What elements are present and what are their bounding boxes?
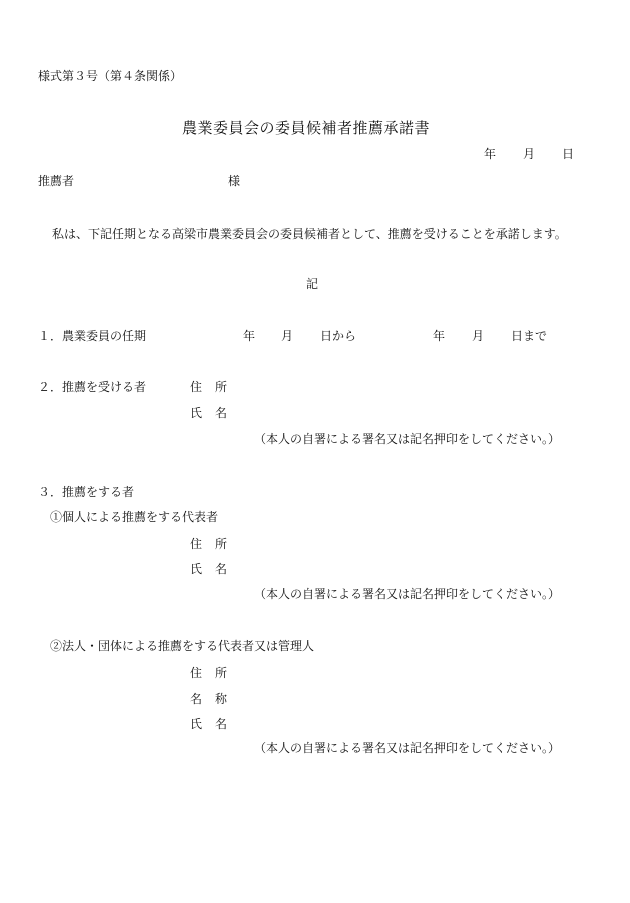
item2-address-label-b: 所 [215,380,228,394]
term-to-month: 月 [472,329,485,343]
item3-sub2-label: ②法人・団体による推薦をする代表者又は管理人 [50,639,315,653]
item3-sub2-name-label-b: 名 [215,717,228,731]
item3-sub2-org-name-label-a: 名 [190,692,203,706]
item3-sub1-name-label-b: 名 [215,562,228,576]
item2-label: ２．推薦を受ける者 [38,380,147,394]
item3-sub2-org-name-label-b: 称 [215,692,228,706]
item1-label: １．農業委員の任期 [38,329,147,343]
term-from-year: 年 [243,329,256,343]
item2-signature-note: （本人の自署による署名又は記名押印をしてください。） [254,432,561,446]
item3-sub2-name-label-a: 氏 [190,717,203,731]
term-to-day: 日まで [511,329,548,343]
date-year-label: 年 [484,147,497,161]
body-text: 私は、下記任期となる高梁市農業委員会の委員候補者として、推薦を受けることを承諾します。 [52,227,567,241]
item3-sub1-signature-note: （本人の自署による署名又は記名押印をしてください。） [254,587,561,601]
ki-marker: 記 [306,277,319,291]
item3-sub1-name-label-a: 氏 [190,562,203,576]
addressee-label: 推薦者 [38,174,75,188]
date-month-label: 月 [523,147,536,161]
item3-sub1-label: ①個人による推薦をする代表者 [50,510,219,524]
item3-sub1-address-label-a: 住 [190,537,203,551]
date-day-label: 日 [562,147,575,161]
item3-sub2-address-label-a: 住 [190,666,203,680]
addressee-honorific: 様 [228,174,241,188]
term-from-day: 日から [320,329,357,343]
item2-name-label-a: 氏 [190,406,203,420]
item3-label: ３．推薦をする者 [38,485,135,499]
term-from-month: 月 [281,329,294,343]
item3-sub2-signature-note: （本人の自署による署名又は記名押印をしてください。） [254,741,561,755]
item3-sub2-address-label-b: 所 [215,666,228,680]
term-to-year: 年 [433,329,446,343]
document-title: 農業委員会の委員候補者推薦承諾書 [182,119,431,137]
form-number: 様式第３号（第４条関係） [38,69,183,83]
item3-sub1-address-label-b: 所 [215,537,228,551]
item2-name-label-b: 名 [215,406,228,420]
item2-address-label-a: 住 [190,380,203,394]
